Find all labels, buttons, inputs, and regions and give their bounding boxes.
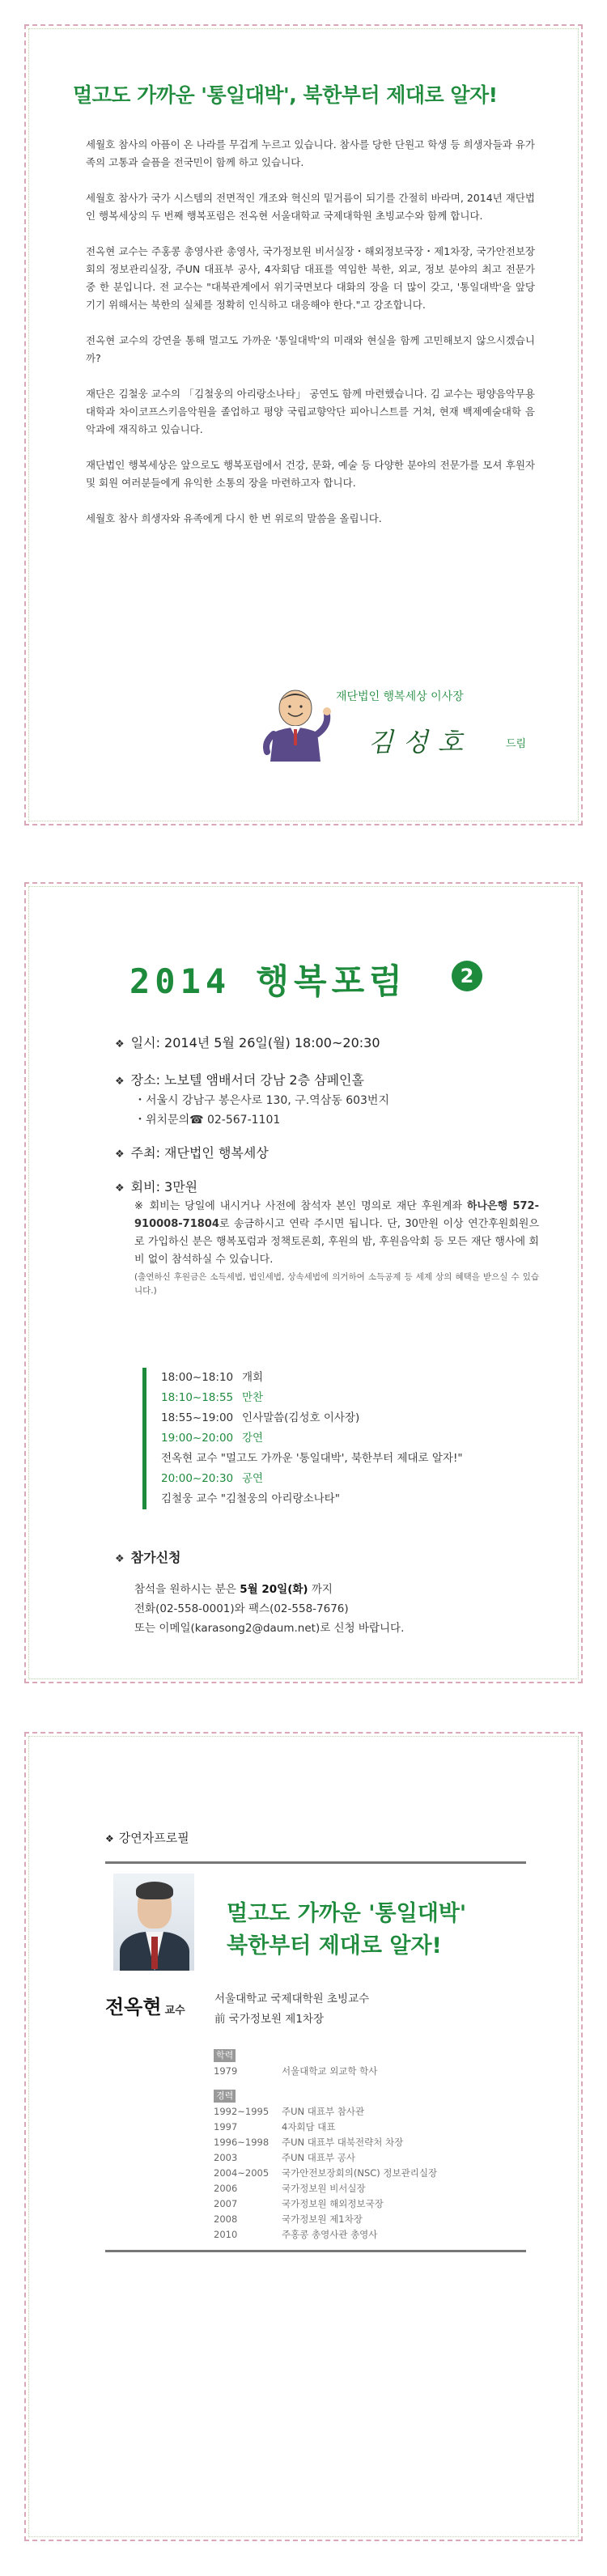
- letter-paragraph: 세월호 참사 희생자와 유족에게 다시 한 번 위로의 말씀을 올립니다.: [86, 512, 382, 524]
- event-date-text: 일시: 2014년 5월 26일(월) 18:00~20:30: [130, 1035, 380, 1050]
- event-date: [115, 1033, 380, 1051]
- career-desc: 국가정보원 제1차장: [282, 2213, 363, 2225]
- event-place: [115, 1070, 364, 1089]
- event-apply-heading: 참가신청: [130, 1550, 181, 1565]
- career-year: 2008: [214, 2213, 238, 2225]
- education-label: 학력: [214, 2049, 236, 2062]
- event-fee-note: [134, 1198, 539, 1298]
- schedule-row: [161, 1489, 531, 1509]
- career-year: 2010: [214, 2229, 238, 2240]
- event-number-badge: 2: [452, 961, 482, 991]
- career-row: [214, 2212, 363, 2226]
- career-year: 2007: [214, 2198, 238, 2209]
- apply-deadline-date: 5월 20일(화): [240, 1583, 308, 1596]
- affiliation-line: 前 국가정보원 제1차장: [214, 2013, 324, 2026]
- speaker-title: 교수: [164, 2005, 185, 2017]
- photo-tie: [151, 1937, 158, 1969]
- career-row: [214, 2227, 377, 2242]
- diamond-bullet-icon: ❖: [115, 1148, 125, 1161]
- letter-paragraph: 재단은 김철웅 교수의 「김철웅의 아리랑소나타」 공연도 함께 마련했습니다. 김 교수는 평양음악무용대학과 차이코프스키음악원을 졸업하고 평양 국립교향악단 피아니스트를 거쳐, 현재 백제예술대학 음악과에 재직하고 있습니다.: [86, 388, 535, 435]
- schedule-time: 20:00~20:30: [161, 1472, 234, 1485]
- schedule-desc: 만찬: [242, 1391, 264, 1404]
- event-details-panel: [24, 882, 583, 1683]
- schedule-time: 18:00~18:10: [161, 1371, 234, 1384]
- signature-organization: 재단법인 행복세상 이사장: [336, 690, 464, 703]
- schedule-desc: 강연: [242, 1432, 264, 1445]
- education-year: 1979: [214, 2065, 238, 2077]
- career-desc: 주UN 대표부 대북전략처 차장: [282, 2137, 404, 2148]
- career-row: [214, 2135, 403, 2149]
- event-schedule: [142, 1368, 531, 1509]
- career-year: 2003: [214, 2152, 238, 2163]
- section-label: [105, 1829, 189, 1846]
- profile-headline: [227, 1898, 466, 1963]
- apply-text: 참석을 원하시는 분은: [134, 1583, 240, 1596]
- speaker-affiliation: [214, 1989, 369, 2030]
- section-label-text: 강연자프로필: [118, 1831, 189, 1845]
- letter-paragraph: 세월호 참사의 아픔이 온 나라를 무겁게 누르고 있습니다. 참사를 당한 단원고 학생 등 희생자들과 유가족의 고통과 슬픔을 전국민이 함께 하고 있습니다.: [86, 138, 535, 168]
- fee-note-text: 로 송금하시고 연락 주시면 됩니다. 단, 30만원 이상 연간후원회원으로 가입하신 분은 행복포럼과 정책토론회, 후원의 밤, 후원음악회 등 모든 재단 행사에 회비 없이 참석하실 수 있습니다.: [134, 1218, 539, 1266]
- diamond-bullet-icon: ❖: [105, 1833, 114, 1844]
- career-row: [214, 2104, 364, 2119]
- career-row: [214, 2150, 355, 2165]
- profile-headline-line: 멀고도 가까운 '통일대박': [227, 1901, 467, 1926]
- career-desc: 국가정보원 해외정보국장: [282, 2198, 384, 2209]
- career-desc: 주UN 대표부 공사: [282, 2152, 355, 2163]
- speaker-photo: [113, 1874, 194, 1971]
- education-desc: 서울대학교 외교학 학사: [282, 2065, 378, 2077]
- signature-suffix: 드림: [506, 738, 527, 750]
- schedule-row: [161, 1408, 531, 1428]
- event-place-text: 장소: 노보텔 앰배서더 강남 2층 샴페인홀: [130, 1072, 364, 1088]
- career-year: 2006: [214, 2183, 238, 2194]
- schedule-row: [161, 1469, 531, 1489]
- invitation-letter-panel: [24, 24, 583, 825]
- schedule-time: 18:55~19:00: [161, 1411, 234, 1424]
- apply-phone-fax: 전화(02-558-0001)와 팩스(02-558-7676): [134, 1602, 349, 1615]
- schedule-time: 18:10~18:55: [161, 1391, 234, 1404]
- diamond-bullet-icon: ❖: [115, 1553, 125, 1565]
- letter-paragraph: 전옥현 교수의 강연을 통해 멀고도 가까운 '통일대박'의 미래와 현실을 함께 고민해보지 않으시겠습니까?: [86, 334, 535, 364]
- career-desc: 주UN 대표부 참사관: [282, 2106, 365, 2117]
- event-apply-info: [134, 1580, 404, 1638]
- speaker-profile-panel: [24, 1732, 583, 2541]
- career-row: [214, 2166, 437, 2180]
- fee-note-text: ※ 회비는 당일에 내시거나 사전에 참석자 본인 명의로 재단 후원계좌: [134, 1200, 467, 1212]
- letter-paragraph: 전옥현 교수는 주홍콩 총영사관 총영사, 국가정보원 비서실장・해외정보국장・제1차장, 국가안전보장회의 정보관리실장, 주UN 대표부 공사, 4자회담 대표를 역임한 북한, 외교, 정보 분야의 최고 전문가 중 한 분입니다. 전 교수는 "대북관계에서 위기국면보다 대화의 장을 더 많이 갖고, '통일대박'을 앞당기기 위해서는 북한의 실체를 정확히 인식하고 대응해야 한다."고 강조합니다.: [86, 245, 535, 311]
- letter-paragraph: 세월호 참사가 국가 시스템의 전면적인 개조와 혁신의 밑거름이 되기를 간절히 바라며, 2014년 재단법인 행복세상의 두 번째 행복포럼은 전옥현 서울대학교 국제대학원 초빙교수와 함께 합니다.: [86, 192, 535, 222]
- divider: [105, 2250, 526, 2252]
- event-address: ・서울시 강남구 봉은사로 130, 구.역삼동 603번지: [134, 1094, 389, 1107]
- career-desc: 국가정보원 비서실장: [282, 2183, 366, 2194]
- schedule-performance-detail: 김철웅 교수 "김철웅의 아리랑소나타": [161, 1492, 340, 1505]
- event-title: 2014 행복포럼: [129, 961, 407, 1001]
- apply-text: 까지: [308, 1583, 333, 1596]
- career-desc: 주홍콩 총영사관 총영사: [282, 2229, 378, 2240]
- schedule-row: [161, 1388, 531, 1408]
- career-year: 2004~2005: [214, 2167, 270, 2179]
- event-host: [115, 1143, 269, 1161]
- career-desc: 국가안전보장회의(NSC) 정보관리실장: [282, 2167, 438, 2179]
- career-desc: 4자회담 대표: [282, 2121, 336, 2133]
- divider: [105, 1861, 526, 1864]
- schedule-desc: 공연: [242, 1472, 264, 1485]
- event-host-text: 주최: 재단법인 행복세상: [130, 1145, 269, 1161]
- event-fee-text: 회비: 3만원: [130, 1179, 198, 1195]
- event-fee: [115, 1177, 197, 1195]
- photo-hair: [136, 1882, 173, 1899]
- career-row: [214, 2196, 384, 2211]
- schedule-desc: 개회: [242, 1371, 264, 1384]
- schedule-desc: 인사말씀(김성호 이사장): [242, 1411, 360, 1424]
- chairman-caricature-icon: [259, 684, 332, 765]
- speaker-name: [105, 1991, 185, 2019]
- profile-headline-line: 북한부터 제대로 알자!: [227, 1933, 442, 1959]
- apply-email: 또는 이메일(karasong2@daum.net)로 신청 바랍니다.: [134, 1622, 405, 1635]
- affiliation-line: 서울대학교 국제대학원 초빙교수: [214, 1992, 370, 2005]
- schedule-lecture-detail: 전옥현 교수 "멀고도 가까운 '통일대박', 북한부터 제대로 알자!": [161, 1452, 463, 1465]
- schedule-row: [161, 1428, 531, 1449]
- event-apply: [115, 1547, 180, 1566]
- schedule-time: 19:00~20:00: [161, 1432, 234, 1445]
- career-row: [214, 2120, 336, 2134]
- event-contact: ・위치문의☎ 02-567-1101: [134, 1114, 281, 1127]
- letter-paragraph: 재단법인 행복세상은 앞으로도 행복포럼에서 건강, 문화, 예술 등 다양한 분야의 전문가를 모셔 후원자 및 회원 여러분들에게 유익한 소통의 장을 마련하고자 합니다.: [86, 459, 535, 489]
- career-year: 1997: [214, 2121, 238, 2133]
- education-row: [214, 2064, 377, 2078]
- apply-deadline: [134, 1580, 404, 1599]
- career-label: 경력: [214, 2090, 236, 2103]
- fee-tax-note: (출연하신 후원금은 소득세법, 법인세법, 상속세법에 의거하여 소득공제 등 세제 상의 혜택을 받으실 수 있습니다.): [134, 1272, 539, 1296]
- diamond-bullet-icon: ❖: [115, 1076, 125, 1088]
- schedule-row: [161, 1449, 531, 1469]
- diamond-bullet-icon: ❖: [115, 1038, 125, 1050]
- career-row: [214, 2181, 366, 2196]
- career-year: 1992~1995: [214, 2106, 270, 2117]
- schedule-row: [161, 1368, 531, 1388]
- fee-bank-account: 하나은행 572-910008-71804: [134, 1200, 539, 1230]
- letter-body: [86, 136, 535, 545]
- signature-name: 김성호: [368, 727, 473, 758]
- diamond-bullet-icon: ❖: [115, 1182, 125, 1195]
- letter-title: 멀고도 가까운 '통일대박', 북한부터 제대로 알자!: [73, 83, 498, 107]
- speaker-name-text: 전옥현: [105, 1996, 162, 2018]
- career-year: 1996~1998: [214, 2137, 270, 2148]
